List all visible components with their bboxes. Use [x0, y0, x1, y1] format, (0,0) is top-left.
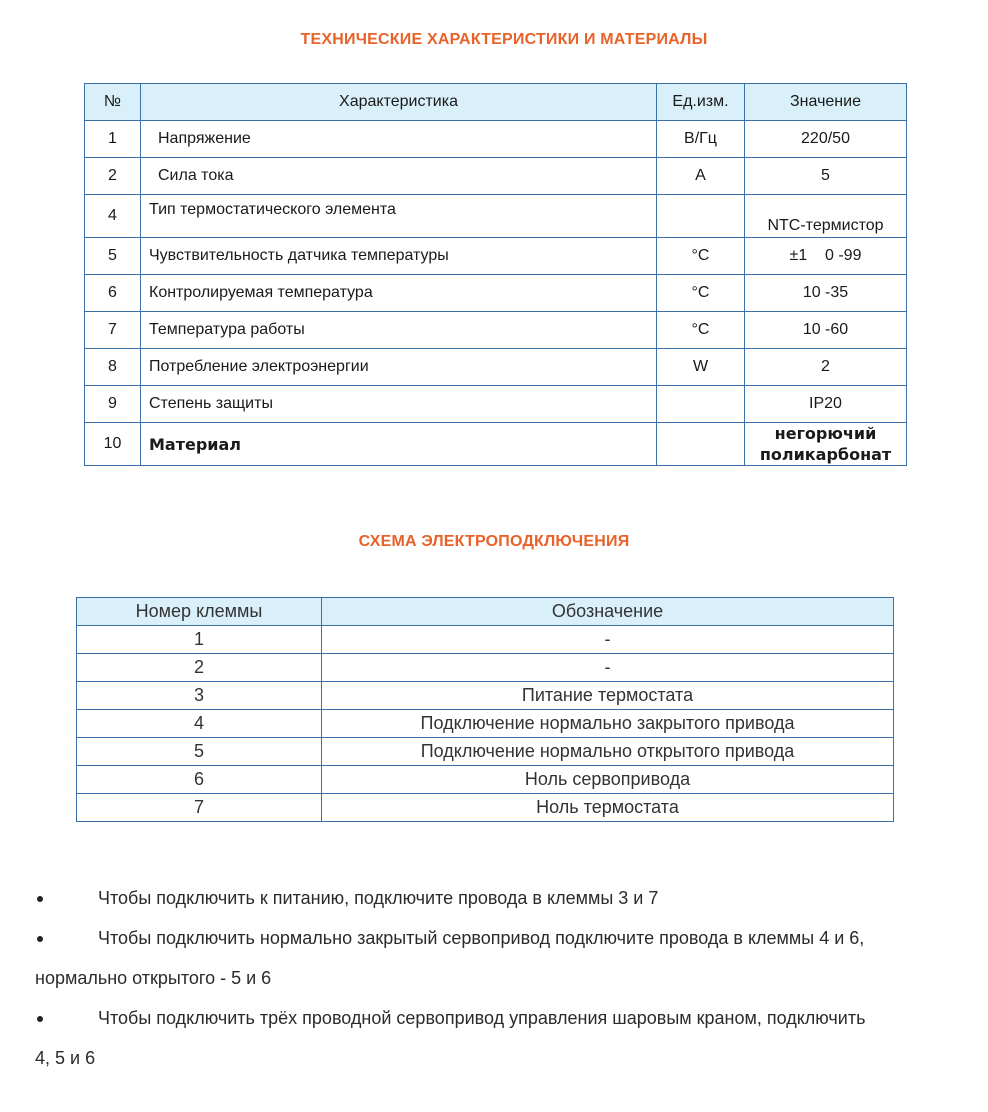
- terminal-num: 5: [77, 738, 322, 766]
- table-row: [85, 349, 907, 386]
- header-num: №: [85, 84, 141, 121]
- bullet-icon: [35, 878, 98, 918]
- note-continuation: нормально открытого - 5 и 6: [35, 968, 272, 988]
- value-line: поликарбонат: [759, 445, 892, 464]
- row-unit: В/Гц: [657, 121, 745, 158]
- row-name: Тип термостатического элемента: [141, 195, 657, 238]
- table-row: [77, 682, 894, 710]
- row-unit: А: [657, 158, 745, 195]
- specs-title: ТЕХНИЧЕСКИЕ ХАРАКТЕРИСТИКИ И МАТЕРИАЛЫ: [300, 31, 708, 48]
- header-name: Характеристика: [141, 84, 657, 121]
- specs-table: [84, 83, 907, 466]
- row-value: IP20: [745, 386, 907, 423]
- list-item: [35, 918, 965, 958]
- wiring-table: [76, 597, 894, 822]
- terminal-num: 6: [77, 766, 322, 794]
- table-row: [85, 275, 907, 312]
- table-row: [77, 738, 894, 766]
- row-name: Температура работы: [141, 312, 657, 349]
- row-unit: [657, 195, 745, 238]
- note-text: Чтобы подключить трёх проводной сервопривод управления шаровым краном, подключить: [98, 1008, 866, 1028]
- note-continuation: 4, 5 и 6: [35, 1048, 96, 1068]
- row-value: ±1 0 -99: [745, 238, 907, 275]
- terminal-num: 7: [77, 794, 322, 822]
- row-value: 5: [745, 158, 907, 195]
- row-num: 1: [85, 121, 141, 158]
- row-unit: [657, 423, 745, 466]
- table-row: [85, 312, 907, 349]
- row-unit: [657, 386, 745, 423]
- row-num: 8: [85, 349, 141, 386]
- row-unit: °С: [657, 312, 745, 349]
- notes-list: [35, 878, 965, 1078]
- row-name: Сила тока: [141, 158, 657, 195]
- table-row: [85, 238, 907, 275]
- terminal-num: 3: [77, 682, 322, 710]
- wiring-header-row: [77, 598, 894, 626]
- row-value: [745, 423, 907, 466]
- row-value: 220/50: [745, 121, 907, 158]
- row-value: NTC-термистор: [745, 195, 907, 238]
- row-unit: W: [657, 349, 745, 386]
- row-num: 10: [85, 423, 141, 466]
- row-name: Контролируемая температура: [141, 275, 657, 312]
- wiring-title: СХЕМА ЭЛЕКТРОПОДКЛЮЧЕНИЯ: [358, 533, 630, 550]
- row-name: Степень защиты: [141, 386, 657, 423]
- row-name: Материал: [141, 423, 657, 466]
- row-value: 10 -35: [745, 275, 907, 312]
- value-line: негорючий: [774, 424, 877, 443]
- list-item: [35, 998, 965, 1038]
- terminal-num: 2: [77, 654, 322, 682]
- table-row: [77, 710, 894, 738]
- row-num: 5: [85, 238, 141, 275]
- terminal-designation: Подключение нормально открытого привода: [322, 738, 894, 766]
- terminal-designation: Подключение нормально закрытого привода: [322, 710, 894, 738]
- terminal-designation: Ноль сервопривода: [322, 766, 894, 794]
- row-num: 6: [85, 275, 141, 312]
- row-num: 4: [85, 195, 141, 238]
- terminal-designation: Питание термостата: [322, 682, 894, 710]
- row-value: 10 -60: [745, 312, 907, 349]
- header-unit: Ед.изм.: [657, 84, 745, 121]
- row-name: Напряжение: [141, 121, 657, 158]
- header-designation: Обозначение: [322, 598, 894, 626]
- table-row: [85, 195, 907, 238]
- table-row: [85, 121, 907, 158]
- table-row: [77, 654, 894, 682]
- note-text: Чтобы подключить нормально закрытый сервопривод подключите провода в клеммы 4 и 6,: [98, 928, 865, 948]
- terminal-num: 4: [77, 710, 322, 738]
- header-terminal: Номер клеммы: [77, 598, 322, 626]
- terminal-designation: -: [322, 626, 894, 654]
- terminal-designation: Ноль термостата: [322, 794, 894, 822]
- row-num: 7: [85, 312, 141, 349]
- table-row: [77, 626, 894, 654]
- table-row: [77, 794, 894, 822]
- row-unit: °С: [657, 275, 745, 312]
- row-num: 2: [85, 158, 141, 195]
- row-num: 9: [85, 386, 141, 423]
- table-row: [85, 423, 907, 466]
- table-row: [85, 386, 907, 423]
- specs-header-row: [85, 84, 907, 121]
- terminal-num: 1: [77, 626, 322, 654]
- row-value: 2: [745, 349, 907, 386]
- list-item: [35, 878, 965, 918]
- bullet-icon: [35, 918, 98, 958]
- terminal-designation: -: [322, 654, 894, 682]
- bullet-icon: [35, 998, 98, 1038]
- table-row: [77, 766, 894, 794]
- header-value: Значение: [745, 84, 907, 121]
- row-unit: °С: [657, 238, 745, 275]
- note-text: Чтобы подключить к питанию, подключите провода в клеммы 3 и 7: [98, 888, 659, 908]
- row-name: Чувствительность датчика температуры: [141, 238, 657, 275]
- table-row: [85, 158, 907, 195]
- row-name: Потребление электроэнергии: [141, 349, 657, 386]
